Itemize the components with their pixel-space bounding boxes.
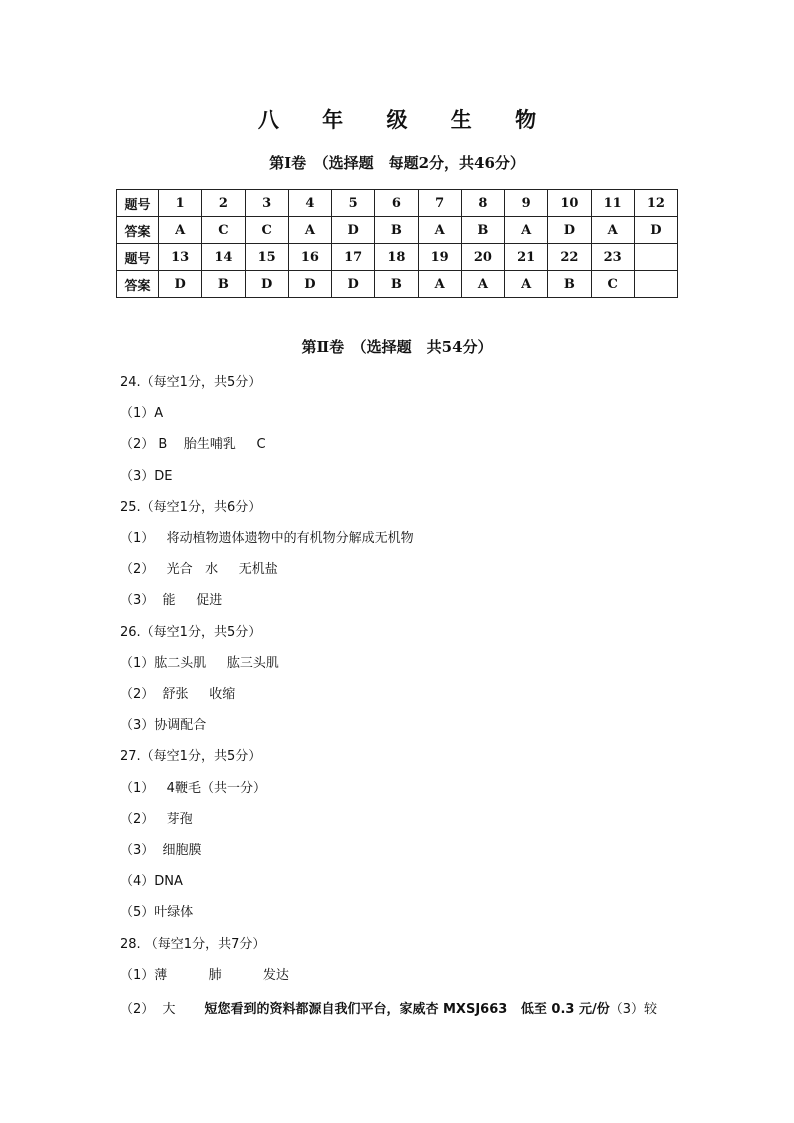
answer-line: （1）A [120, 406, 164, 422]
table-cell: 23 [591, 244, 634, 271]
answer-line: （3）DE [120, 468, 173, 484]
answer-line: 25.（每空1分，共6分） [120, 499, 262, 515]
table-cell: 17 [332, 244, 375, 271]
table-cell: B [375, 271, 418, 298]
table-cell: 12 [634, 190, 677, 217]
answer-line: （2） 光合 水 无机盐 [120, 562, 278, 578]
answer-line: （4）DNA [120, 874, 183, 890]
watermark-promo-text: 短您看到的资料都源自我们平台，家威杏 MXSJ663 低至 0.3 元/份 [204, 1002, 610, 1017]
answer-line: 27.（每空1分，共5分） [120, 749, 262, 765]
table-cell: 4 [288, 190, 331, 217]
table-cell: D [288, 271, 331, 298]
section-2-heading: 第Ⅱ卷 （选择题 共54分） [301, 338, 493, 356]
table-cell: 9 [505, 190, 548, 217]
row-label: 答案 [117, 217, 159, 244]
table-cell: D [332, 217, 375, 244]
row-label: 题号 [117, 244, 159, 271]
table-cell: 19 [418, 244, 461, 271]
table-cell: A [505, 271, 548, 298]
table-cell: D [548, 217, 591, 244]
table-row [117, 217, 678, 244]
answer-line: 26.（每空1分，共5分） [120, 624, 262, 640]
table-cell: 18 [375, 244, 418, 271]
answer-line: （3） 能 促进 [120, 593, 223, 609]
table-cell [634, 244, 677, 271]
table-row [117, 271, 678, 298]
table-cell: 3 [245, 190, 288, 217]
page-title: 八 年 级 生 物 [257, 107, 555, 132]
table-cell: 7 [418, 190, 461, 217]
table-cell: 20 [461, 244, 504, 271]
last-answer-line [120, 998, 657, 1017]
answer-line: 24.（每空1分，共5分） [120, 375, 262, 390]
table-cell: 14 [202, 244, 245, 271]
table-cell: 16 [288, 244, 331, 271]
answer-line: （1） 4鞭毛（共一分） [120, 780, 266, 796]
table-cell: 5 [332, 190, 375, 217]
table-cell: 10 [548, 190, 591, 217]
table-cell: 13 [159, 244, 202, 271]
table-cell: B [548, 271, 591, 298]
table-row [117, 190, 678, 217]
answer-line: （2） 舒张 收缩 [120, 687, 236, 702]
table-cell: B [461, 217, 504, 244]
table-cell: 1 [159, 190, 202, 217]
table-cell: B [202, 271, 245, 298]
answer-line: （2） 芽孢 [120, 811, 193, 827]
table-cell: A [505, 217, 548, 244]
answer-line: （3）协调配合 [120, 718, 207, 734]
table-cell: A [461, 271, 504, 298]
answer-line: （5）叶绿体 [120, 905, 194, 921]
table-cell [634, 271, 677, 298]
table-cell: D [634, 217, 677, 244]
table-cell: 11 [591, 190, 634, 217]
answer-line: （2） B 胎生哺乳 C [120, 437, 266, 453]
row-label: 题号 [117, 190, 159, 217]
table-cell: 8 [461, 190, 504, 217]
table-cell: A [418, 271, 461, 298]
answer-line: （1）肱二头肌 肱三头肌 [120, 655, 279, 671]
answer-line: （3） 细胞膜 [120, 843, 202, 858]
answer-table [116, 189, 678, 298]
table-row [117, 244, 678, 271]
table-cell: A [418, 217, 461, 244]
line-suffix: （3）较 [609, 1002, 657, 1017]
table-cell: C [591, 271, 634, 298]
answer-line: 28. （每空1分，共7分） [120, 936, 266, 952]
table-cell: B [375, 217, 418, 244]
section-1-heading: 第Ⅰ卷 （选择题 每题2分，共46分） [269, 154, 525, 172]
table-cell: C [245, 217, 288, 244]
table-cell: D [245, 271, 288, 298]
row-label: 答案 [117, 271, 159, 298]
table-cell: 15 [245, 244, 288, 271]
table-cell: C [202, 217, 245, 244]
table-cell: 6 [375, 190, 418, 217]
line-prefix: （2） 大 [120, 1002, 205, 1017]
table-cell: D [332, 271, 375, 298]
table-cell: D [159, 271, 202, 298]
table-cell: A [159, 217, 202, 244]
table-cell: A [288, 217, 331, 244]
answer-line: （1）薄 肺 发达 [120, 967, 289, 983]
table-cell: A [591, 217, 634, 244]
table-cell: 21 [505, 244, 548, 271]
answer-line: （1） 将动植物遗体遗物中的有机物分解成无机物 [120, 531, 414, 546]
table-cell: 2 [202, 190, 245, 217]
table-cell: 22 [548, 244, 591, 271]
